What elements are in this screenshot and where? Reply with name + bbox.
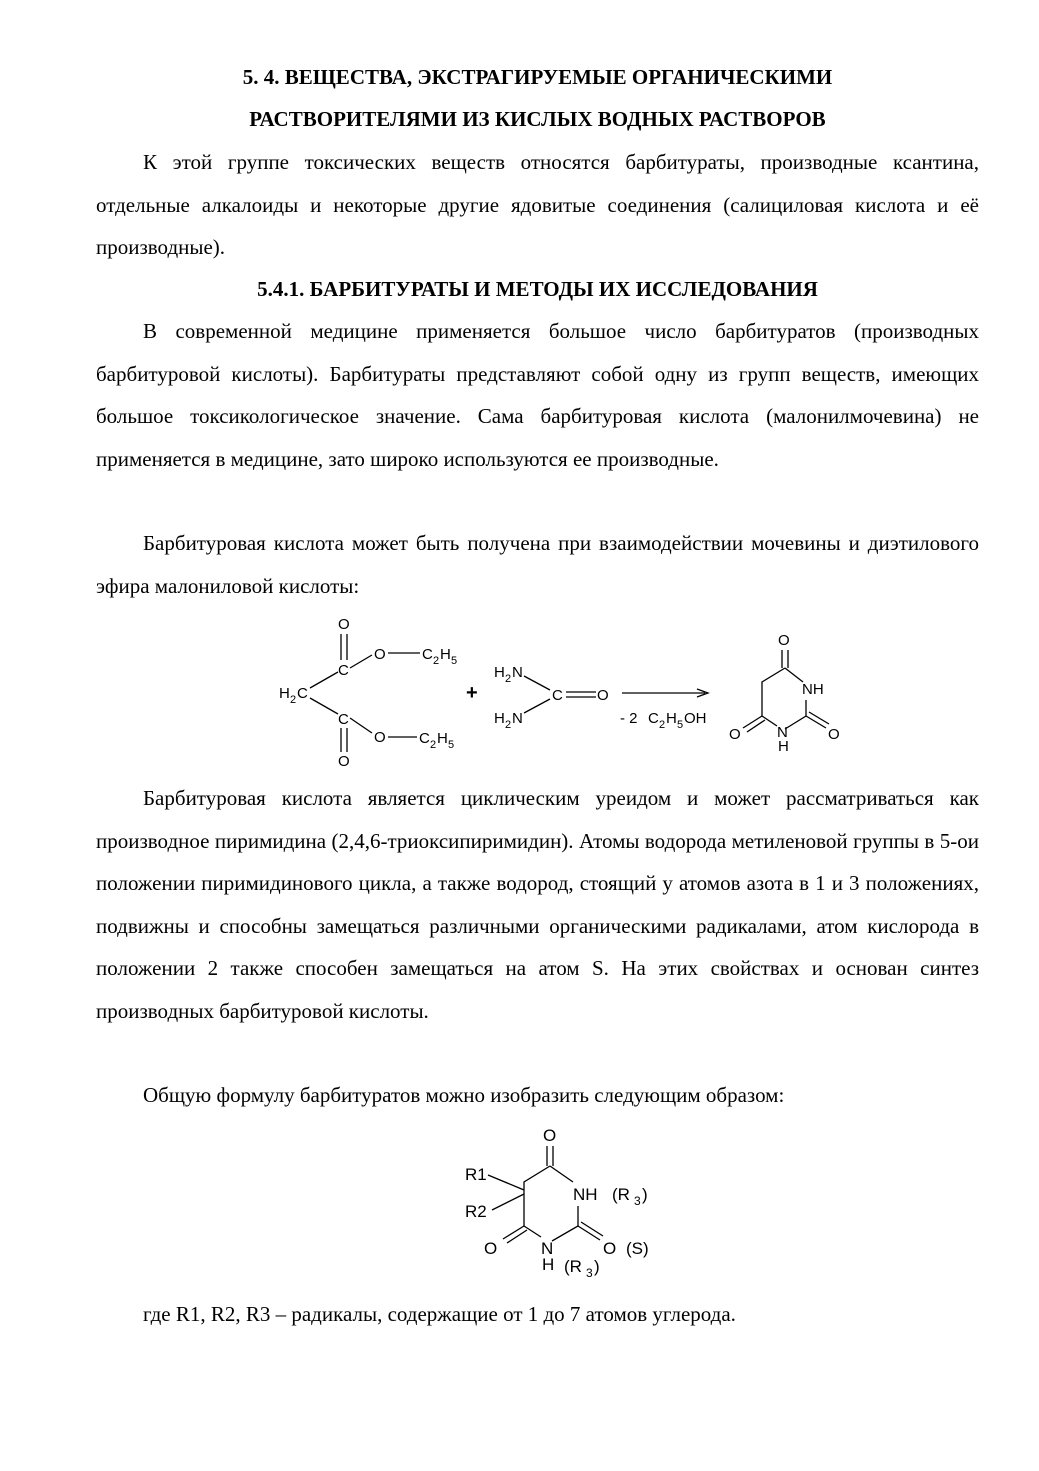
paragraph-radicals: где R1, R2, R3 – радикалы, содержащие от 1 до 7 атомов углерода. [143,1302,736,1326]
paragraph-synthesis: Барбитуровая кислота может быть получена при взаимодействии мочевины и диэтилового эфира малониловой кислоты: [96,531,979,598]
atom-o-ester-top: O [374,646,386,663]
reaction-arrow [622,689,708,697]
ring-o-right: O [828,726,840,743]
methylene-sub2: 2 [290,694,297,706]
ethyl-bottom-sub5: 5 [448,739,455,751]
barbituric-acid-structure [729,632,840,755]
urea-h-top: H [494,664,505,681]
diethyl-malonate-structure [279,616,457,770]
ethyl-bottom-sub2: 2 [430,739,437,751]
ring-o-left: O [729,726,741,743]
formula-s-substitution: (S) [626,1239,649,1258]
ring-o-top: O [778,632,790,649]
urea-h-bottom: H [494,710,505,727]
paragraph-structure: Барбитуровая кислота является циклическим уреидом и может рассматриваться как производное пиримидина (2,4,6-триоксипиримидин). Атомы водорода метиленовой группы в 5-ои положении пиримидинового цикла, а также водород, стоящий у атомов азота в 1 и 3 положениях, подвижны и способны замещаться различными органическими радикалами, атом кислорода в положении 2 также способен замещаться на атом S. На этих свойствах и основан синтез производных барбитуровой кислоты. [96,786,979,1023]
atom-o-top: O [338,616,350,633]
ethyl-top-sub2: 2 [433,655,440,667]
subsection-heading: 5.4.1. БАРБИТУРАТЫ И МЕТОДЫ ИХ ИССЛЕДОВАНИЯ [257,277,818,301]
formula-r3-bottom-close: ) [594,1257,600,1276]
atom-o-bottom: O [338,753,350,770]
formula-r2: R2 [465,1202,487,1221]
formula-o-right: O [603,1239,617,1258]
methylene-h: H [279,685,290,702]
general-formula [0,1118,1039,1290]
formula-o-top: O [543,1126,557,1145]
section-heading [96,56,979,140]
urea-c: C [552,687,563,704]
formula-r3-top-open: (R [612,1185,630,1204]
formula-n-bottom: N [541,1239,554,1258]
ethyl-top-sub5: 5 [451,655,458,667]
atom-o-ester-bottom: O [374,729,386,746]
condition-h: H [666,710,677,727]
urea-sub2-top: 2 [505,673,512,685]
atom-c-top: C [338,662,349,679]
urea-sub2-bottom: 2 [505,719,512,731]
condition-prefix: - 2 [620,710,638,727]
condition-sub2: 2 [659,719,666,731]
formula-o-left: O [484,1239,498,1258]
paragraph-barbiturates: В современной медицине применяется большое число барбитуратов (производных барбитуровой кислоты). Барбитураты представляют собой одну из групп веществ, имеющих большое токсикологическое значение. Сама барбитуровая кислота (малонилмочевина) не применяется в медицине, зато широко используются ее производные. [96,319,979,471]
ring-n-bottom: N [777,724,788,741]
paragraph-general-formula: Общую формулу барбитуратов можно изобразить следующим образом: [143,1083,785,1107]
condition-oh: OH [684,710,707,727]
general-formula-structure [465,1126,649,1280]
formula-r3-bottom-open: (R [564,1257,582,1276]
section-heading-line-2: РАСТВОРИТЕЛЯМИ ИЗ КИСЛЫХ ВОДНЫХ РАСТВОРОВ [249,107,826,131]
formula-r3-bottom-sub: 3 [586,1266,593,1280]
formula-r1: R1 [465,1165,487,1184]
ring-h-bottom: H [778,738,789,755]
methylene-c: C [297,685,308,702]
condition-c: C [648,710,659,727]
condition-sub5: 5 [677,719,684,731]
formula-nh: NH [573,1185,598,1204]
formula-r3-top-close: ) [642,1185,648,1204]
reaction-condition [620,710,707,731]
reaction-scheme [0,605,1039,780]
urea-o: O [597,687,609,704]
plus-sign: + [466,682,478,704]
formula-r3-top-sub: 3 [634,1194,641,1208]
ethyl-top-c: C [422,646,433,663]
formula-h-bottom: H [542,1255,555,1274]
urea-n-bottom: N [512,710,523,727]
ethyl-top-h: H [440,646,451,663]
atom-c-bottom: C [338,711,349,728]
ring-nh: NH [802,681,824,698]
section-heading-line-1: 5. 4. ВЕЩЕСТВА, ЭКСТРАГИРУЕМЫЕ ОРГАНИЧЕСКИМИ [242,65,833,89]
paragraph-intro: К этой группе токсических веществ относятся барбитураты, производные ксантина, отдельные алкалоиды и некоторые другие ядовитые соединения (салициловая кислота и её производные). [96,150,979,259]
ethyl-bottom-h: H [437,730,448,747]
urea-structure [494,664,609,731]
ethyl-bottom-c: C [419,730,430,747]
urea-n-top: N [512,664,523,681]
